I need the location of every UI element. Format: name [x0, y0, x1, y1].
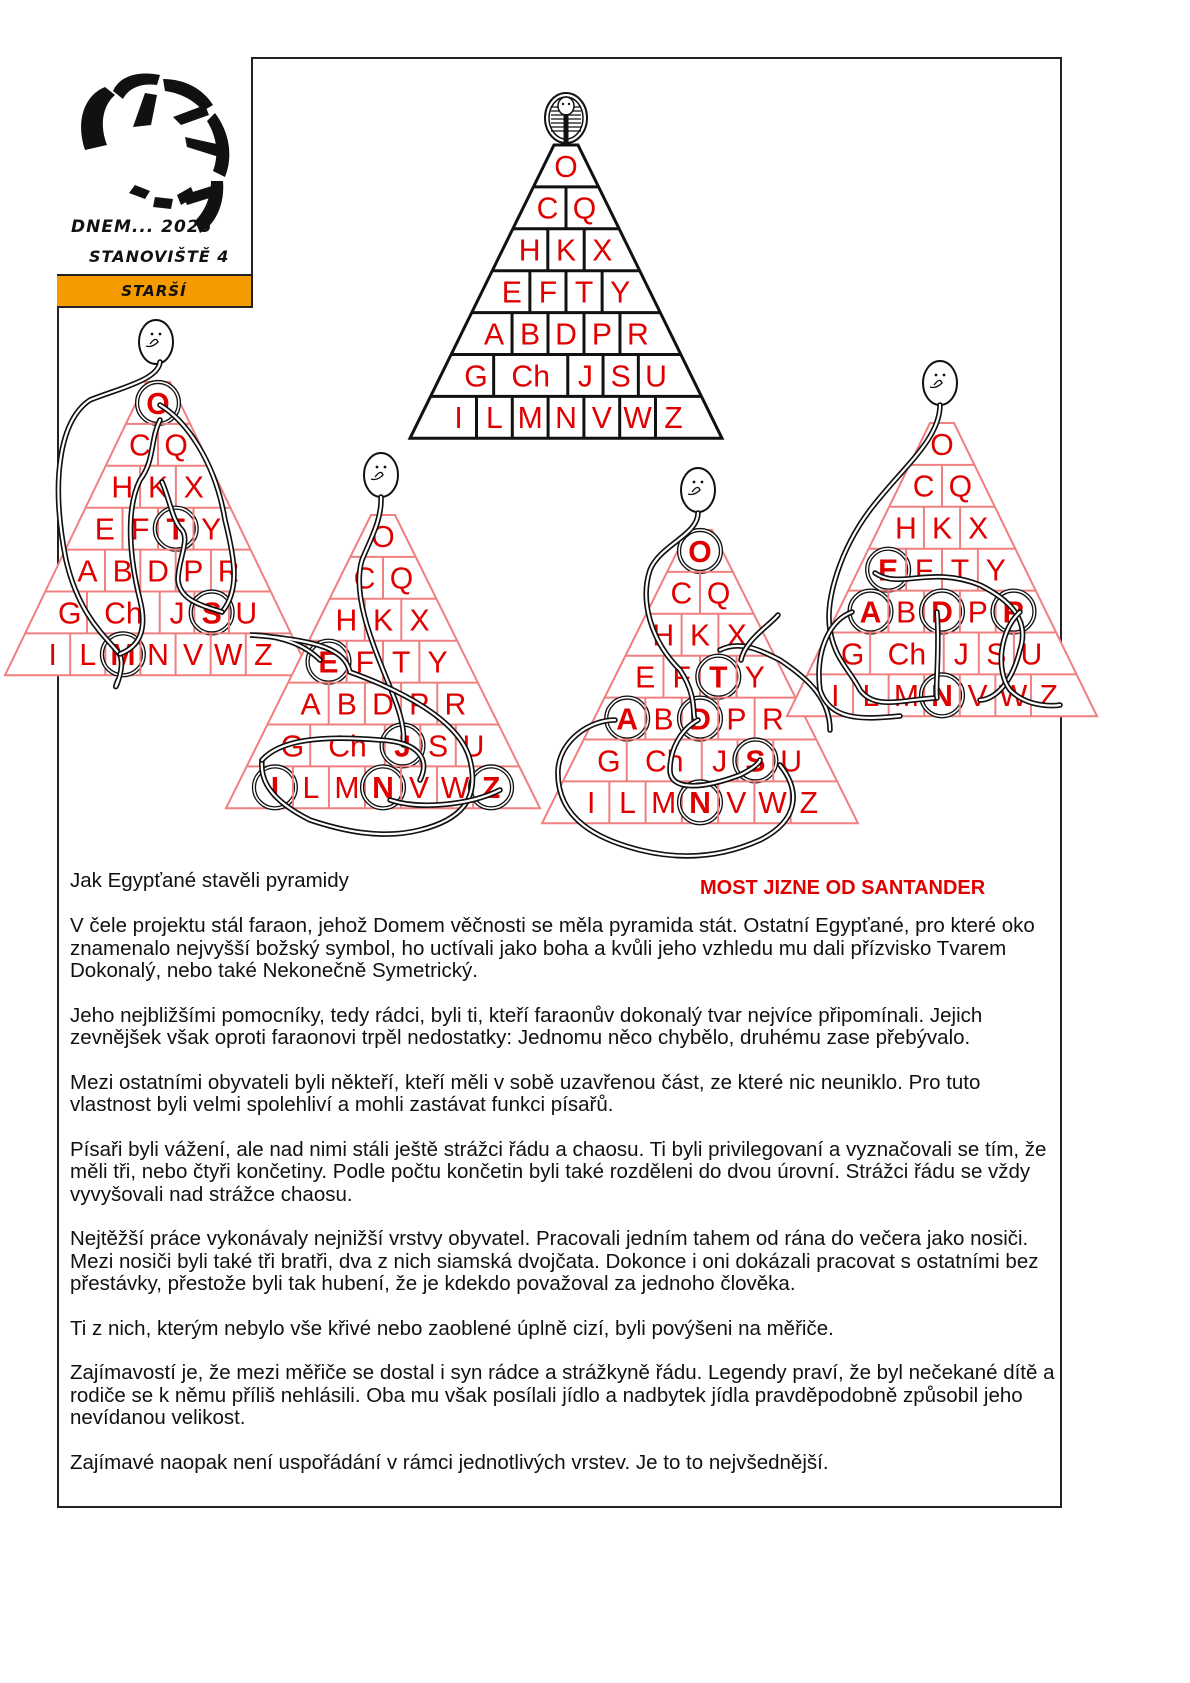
pyramid-letter: B [112, 555, 133, 589]
pyramid-letter: W [758, 787, 787, 821]
pyramid-letter: L [862, 680, 880, 714]
pyramid-letter: U [1020, 638, 1043, 672]
pyramid-letter: I [454, 402, 463, 436]
snake-head-icon [923, 361, 957, 405]
pyramid-letter: M [334, 772, 360, 806]
pyramid-letter: L [619, 787, 636, 821]
pyramid-letter: J [953, 638, 969, 672]
pyramid-letter: S [610, 360, 631, 394]
snake-pyramid-1 [5, 320, 311, 675]
story-paragraph: Zajímavostí je, že mezi měřiče se dostal i syn rádce a strážkyně řádu. Legendy praví, že byl nečekané dítě a rodiče se k němu příliš nehlásili. Oba mu však posílali jídlo a nadbytek jídla pravděpodobně způsobil jeho nevídanou velikost. [70, 1361, 1055, 1429]
pyramid-letter: A [77, 555, 98, 589]
pyramid-letter: F [914, 554, 934, 588]
pyramid-letter: G [57, 597, 82, 631]
pyramid-letter: W [214, 639, 243, 673]
pyramid-letter: N [689, 787, 711, 821]
snake-head-icon [139, 320, 173, 364]
pyramid-letter: T [574, 276, 594, 310]
story-title: Jak Egypťané stavěli pyramidy [70, 869, 349, 892]
pyramid-letter: Ch [644, 745, 684, 779]
pyramid-letter: Y [610, 276, 631, 310]
pharaoh-pyramid [410, 93, 722, 438]
pyramid-letter: X [968, 512, 989, 546]
pyramid-letter: D [931, 596, 953, 630]
pyramid-letter: W [623, 402, 652, 436]
pyramid-letter: B [653, 703, 674, 737]
pyramid-letter: M [110, 639, 136, 673]
pyramid-letter: A [616, 703, 639, 737]
pyramid-letter: G [840, 638, 865, 672]
pyramid-letter: K [931, 512, 953, 546]
pyramid-letter: U [780, 745, 803, 779]
pyramid-letter: Q [164, 429, 188, 463]
pyramid-letter: X [409, 604, 430, 638]
pyramid-letter: V [408, 772, 430, 806]
pyramid-letter: J [577, 360, 593, 394]
pyramid-letter: A [859, 596, 882, 630]
pyramid-letter: O [146, 387, 170, 421]
pyramid-letter: K [147, 471, 169, 505]
pyramid-letter: I [587, 787, 596, 821]
story-paragraph: Ti z nich, kterým nebylo vše křivé nebo zaoblené úplně cizí, byli povýšeni na měřiče. [70, 1316, 834, 1340]
pyramid-letter: Z [481, 772, 501, 806]
pyramid-letter: Ch [104, 597, 143, 631]
pyramid-letter: S [201, 597, 222, 631]
pyramid-letter: R [627, 318, 649, 352]
pyramid-letter: H [335, 604, 358, 638]
pyramid-letter: R [1002, 596, 1025, 630]
pyramid-letter: O [554, 150, 578, 184]
pyramid-letter: Z [799, 787, 818, 821]
pyramid-letter: V [967, 680, 988, 714]
pyramid-letter: Y [427, 646, 448, 680]
story-paragraph: Písaři byli vážení, ale nad nimi stáli ještě strážci řádu a chaosu. Ti byli privilegovaní a vyznačovali se tím, že měli tři, nebo čtyři končetiny. Podle počtu končetin byli také rozděleni do dvou úrovní. Strážci řádu se vždy vyvyšovali nad strážce chaosu. [70, 1137, 1047, 1206]
pyramid-letter: L [79, 639, 97, 673]
pyramid-letter: X [183, 471, 204, 505]
pharaoh-head-icon [545, 93, 587, 144]
pyramid-letter: V [183, 639, 204, 673]
pyramid-letter: G [280, 730, 305, 764]
snake-head-icon [681, 468, 715, 512]
pyramid-letter: E [878, 554, 899, 588]
pyramid-letter: Z [664, 402, 683, 436]
pyramid-letter: D [147, 555, 169, 589]
snake-pyramid-4 [787, 361, 1097, 716]
pyramid-letter: D [689, 703, 711, 737]
pyramid-letter: N [931, 680, 953, 714]
pyramid-letter: D [372, 688, 394, 722]
pyramid-letter: W [998, 680, 1028, 714]
pyramid-letter: O [688, 535, 712, 569]
pyramid-letter: Ch [328, 730, 367, 764]
pyramid-letter: F [538, 276, 558, 310]
answer-text: MOST JIZNE OD SANTANDER [700, 877, 986, 899]
pyramid-letter: J [394, 730, 411, 764]
pyramid-letter: S [427, 730, 449, 764]
story-paragraph: V čele projektu stál faraon, jehož Domem věčnosti se měla pyramida stát. Ostatní Egypťané, pro které oko znamenalo nejvyšší božský symbol, ho uctívali jako boha a kvůli jeho vzhledu mu dali přízvisko Tvarem Dokonalý, nebo také Nekonečně Symetrický. [70, 914, 1035, 982]
year-label: DNEM... 2025 [71, 217, 213, 237]
pyramid-letter: M [893, 680, 919, 714]
pyramid-letter: E [501, 276, 522, 310]
pyramid-letter: I [48, 639, 57, 673]
pyramid-letter: Z [254, 639, 273, 673]
pyramid-letter: F [131, 513, 150, 547]
pyramid-letter: V [726, 787, 747, 821]
pyramid-letter: Q [948, 470, 973, 504]
pyramid-letter: C [536, 192, 559, 226]
level-label: STARŠÍ [57, 274, 251, 306]
pyramid-letter: K [372, 604, 394, 638]
pyramid-letter: B [896, 596, 917, 630]
pyramid-letter: H [111, 471, 134, 505]
pyramid-letter: V [591, 402, 612, 436]
pyramid-letter: F [672, 661, 691, 695]
pyramid-letter: Z [1039, 680, 1058, 714]
pyramid-letter: M [651, 787, 677, 821]
pyramid-letter: P [591, 318, 613, 352]
pyramid-letter: P [967, 596, 988, 630]
snake-pyramid-3 [542, 468, 858, 823]
pyramid-letter: E [635, 661, 656, 695]
pyramid-letter: H [894, 512, 917, 546]
pyramid-letter: S [745, 745, 766, 779]
pyramid-letter: Y [985, 554, 1006, 588]
pyramid-letter: C [670, 577, 693, 611]
pyramid-letter: Y [201, 513, 222, 547]
pyramid-letter: E [318, 646, 339, 680]
pyramid-letter: L [486, 402, 503, 436]
pyramid-letter: Ch [511, 360, 550, 394]
pyramid-letter: N [147, 639, 169, 673]
pyramid-letter: C [912, 470, 935, 504]
pyramid-letter: A [300, 688, 321, 722]
pyramid-letter: H [518, 234, 541, 268]
pyramid-letter: E [94, 513, 115, 547]
pyramid-letter: T [950, 554, 970, 588]
pyramid-letter: S [986, 638, 1007, 672]
story-paragraph: Nejtěžší práce vykonávaly nejnižší vrstvy obyvatel. Pracovali jedním tahem od rána do večera jako nosiči. Mezi nosiči byli také tři bratři, dva z nich siamská dvojčata. Dokonce i oni dokázali pracovat s ostatními bez přestávky, přestože byli tak hubení, že je kdekdo považoval za jednoho člověka. [70, 1227, 1039, 1295]
pyramid-letter: G [464, 360, 488, 394]
pyramid-letter: Q [572, 192, 597, 226]
pyramid-letter: U [462, 730, 485, 764]
pyramid-letter: T [709, 661, 728, 695]
pyramid-letter: W [440, 772, 470, 806]
pyramid-letter: K [555, 234, 577, 268]
pyramid-letter: P [183, 555, 204, 589]
story-body [70, 915, 1060, 1496]
story-paragraph: Mezi ostatními obyvateli byli někteří, kteří měli v sobě uzavřenou část, ze které nic neuniklo. Pro tuto vlastnost byli velmi spolehliví a mohli zastávat funkci písařů. [70, 1070, 981, 1116]
pyramid-letter: J [712, 745, 728, 779]
pyramid-letter: Q [706, 577, 731, 611]
pyramid-letter: P [726, 703, 747, 737]
pyramid-letter: C [353, 562, 376, 596]
pyramid-letter: B [336, 688, 357, 722]
pyramid-letter: Ch [887, 638, 927, 672]
pyramid-letter: P [409, 688, 430, 722]
pyramid-letter: G [597, 745, 621, 779]
station-label: STANOVIŠTĚ 4 [89, 247, 230, 266]
pyramid-letter: R [761, 703, 784, 737]
pyramid-letter: I [831, 680, 840, 714]
pyramid-letter: A [483, 318, 505, 352]
pyramid-letter: C [128, 429, 151, 463]
pyramid-letter: R [444, 688, 467, 722]
pyramid-letter: K [689, 619, 711, 653]
pyramid-letter: R [217, 555, 240, 589]
pyramid-letter: F [355, 646, 375, 680]
pyramid-letter: H [652, 619, 675, 653]
story-paragraph: Jeho nejbližšími pomocníky, tedy rádci, byli ti, kteří faraonův dokonalý tvar nejvíce připomínali. Jejich zevnějšek však oproti faraonovi trpěl nedostatky: Jednomu něco chybělo, druhému zase přebývalo. [70, 1003, 983, 1049]
pyramid-letter: N [372, 772, 394, 806]
pyramid-letter: B [519, 318, 541, 352]
pyramid-letter: U [645, 360, 667, 394]
pyramid-letter: Y [744, 661, 765, 695]
pyramid-letter: M [517, 402, 543, 436]
snake-body-inner [937, 612, 938, 698]
pyramid-letter: J [169, 597, 185, 631]
pyramid-letter: T [166, 513, 185, 547]
pyramid-letter: L [302, 772, 320, 806]
pyramid-letter: Q [389, 562, 414, 596]
pyramid-letter: N [555, 402, 577, 436]
pyramid-letter: I [270, 772, 280, 806]
pyramid-letter: U [235, 597, 258, 631]
pyramid-letter: O [930, 428, 954, 462]
pyramid-letter: X [592, 234, 613, 268]
story-paragraph: Zajímavé naopak není uspořádání v rámci jednotlivých vrstev. Je to to nejvšednější. [70, 1450, 829, 1474]
pyramid-letter: X [726, 619, 747, 653]
snake-head-icon [364, 453, 398, 497]
pyramid-letter: D [555, 318, 577, 352]
pyramid-letter: O [371, 520, 395, 554]
pyramid-letter: T [391, 646, 411, 680]
